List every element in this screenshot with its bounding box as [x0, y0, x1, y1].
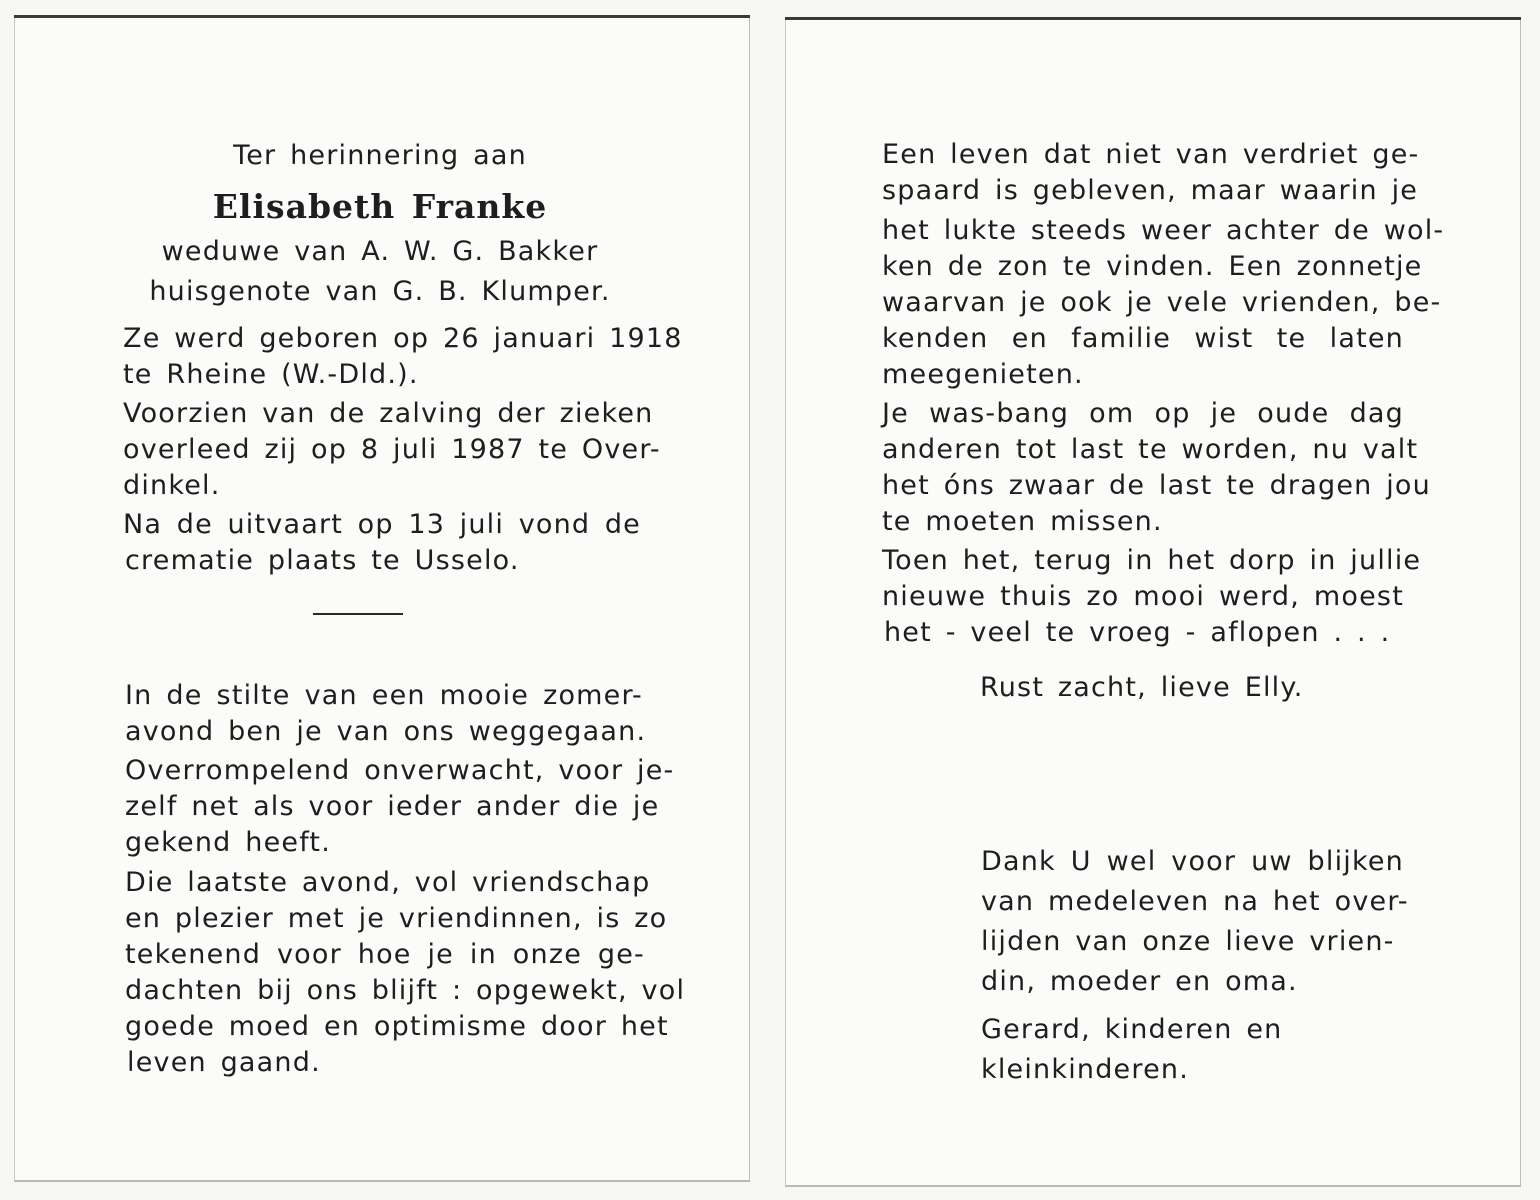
poem-line: te moeten missen. [882, 506, 1163, 537]
poem-line: meegenieten. [882, 359, 1084, 390]
poem-line: Overrompelend onverwacht, voor je- [125, 755, 675, 786]
poem-line: het - veel te vroeg - aflopen . . . [884, 617, 1391, 648]
poem-line: leven gaand. [127, 1047, 321, 1078]
poem-line: kenden en familie wist te laten [882, 323, 1404, 354]
farewell-line: Rust zacht, lieve Elly. [980, 672, 1304, 703]
divider [313, 613, 403, 615]
poem-line: avond ben je van ons weggegaan. [125, 716, 647, 747]
signature-line: kleinkinderen. [981, 1054, 1189, 1085]
funeral-line: Na de uitvaart op 13 juli vond de [123, 509, 641, 540]
birth-line: te Rheine (W.-Dld.). [123, 359, 419, 390]
thanks-line: Dank U wel voor uw blijken [981, 846, 1404, 877]
poem-line: tekenend voor hoe je in onze ge- [125, 939, 645, 970]
poem-line: In de stilte van een mooie zomer- [125, 680, 643, 711]
poem-line: ken de zon te vinden. Een zonnetje [882, 251, 1423, 282]
relation-widow: weduwe van A. W. G. Bakker [161, 236, 599, 267]
poem-line: het lukte steeds weer achter de wol- [882, 215, 1445, 246]
memorial-card-front [14, 15, 750, 1182]
poem-line: en plezier met je vriendinnen, is zo [125, 903, 668, 934]
poem-line: Je was-bang om op je oude dag [882, 398, 1404, 429]
poem-line: waarvan je ook je vele vrienden, be- [882, 287, 1442, 318]
thanks-line: van medeleven na het over- [981, 886, 1409, 917]
poem-line: zelf net als voor ieder ander die je [125, 791, 660, 822]
thanks-line: lijden van onze lieve vrien- [981, 926, 1395, 957]
birth-line: Ze werd geboren op 26 januari 1918 [123, 323, 683, 354]
poem-line: nieuwe thuis zo mooi werd, moest [882, 581, 1404, 612]
poem-line: gekend heeft. [125, 827, 332, 858]
death-line: dinkel. [123, 470, 221, 501]
memorial-card-back [785, 17, 1521, 1187]
funeral-line: crematie plaats te Usselo. [125, 545, 520, 576]
poem-line: Die laatste avond, vol vriendschap [125, 867, 651, 898]
poem-line: dachten bij ons blijft : opgewekt, vol [125, 975, 686, 1006]
poem-line: goede moed en optimisme door het [125, 1011, 669, 1042]
header-text: Ter herinnering aan [233, 140, 527, 171]
deceased-name: Elisabeth Franke [212, 187, 548, 226]
death-line: overleed zij op 8 juli 1987 te Over- [123, 434, 661, 465]
poem-line: spaard is gebleven, maar waarin je [882, 175, 1419, 206]
death-line: Voorzien van de zalving der zieken [123, 398, 654, 429]
thanks-line: din, moeder en oma. [981, 966, 1298, 997]
poem-line: Toen het, terug in het dorp in jullie [882, 545, 1422, 576]
relation-partner: huisgenote van G. B. Klumper. [149, 276, 611, 307]
signature-line: Gerard, kinderen en [981, 1014, 1283, 1045]
poem-line: Een leven dat niet van verdriet ge- [882, 139, 1420, 170]
poem-line: anderen tot last te worden, nu valt [882, 434, 1419, 465]
poem-line: het óns zwaar de last te dragen jou [882, 470, 1431, 501]
